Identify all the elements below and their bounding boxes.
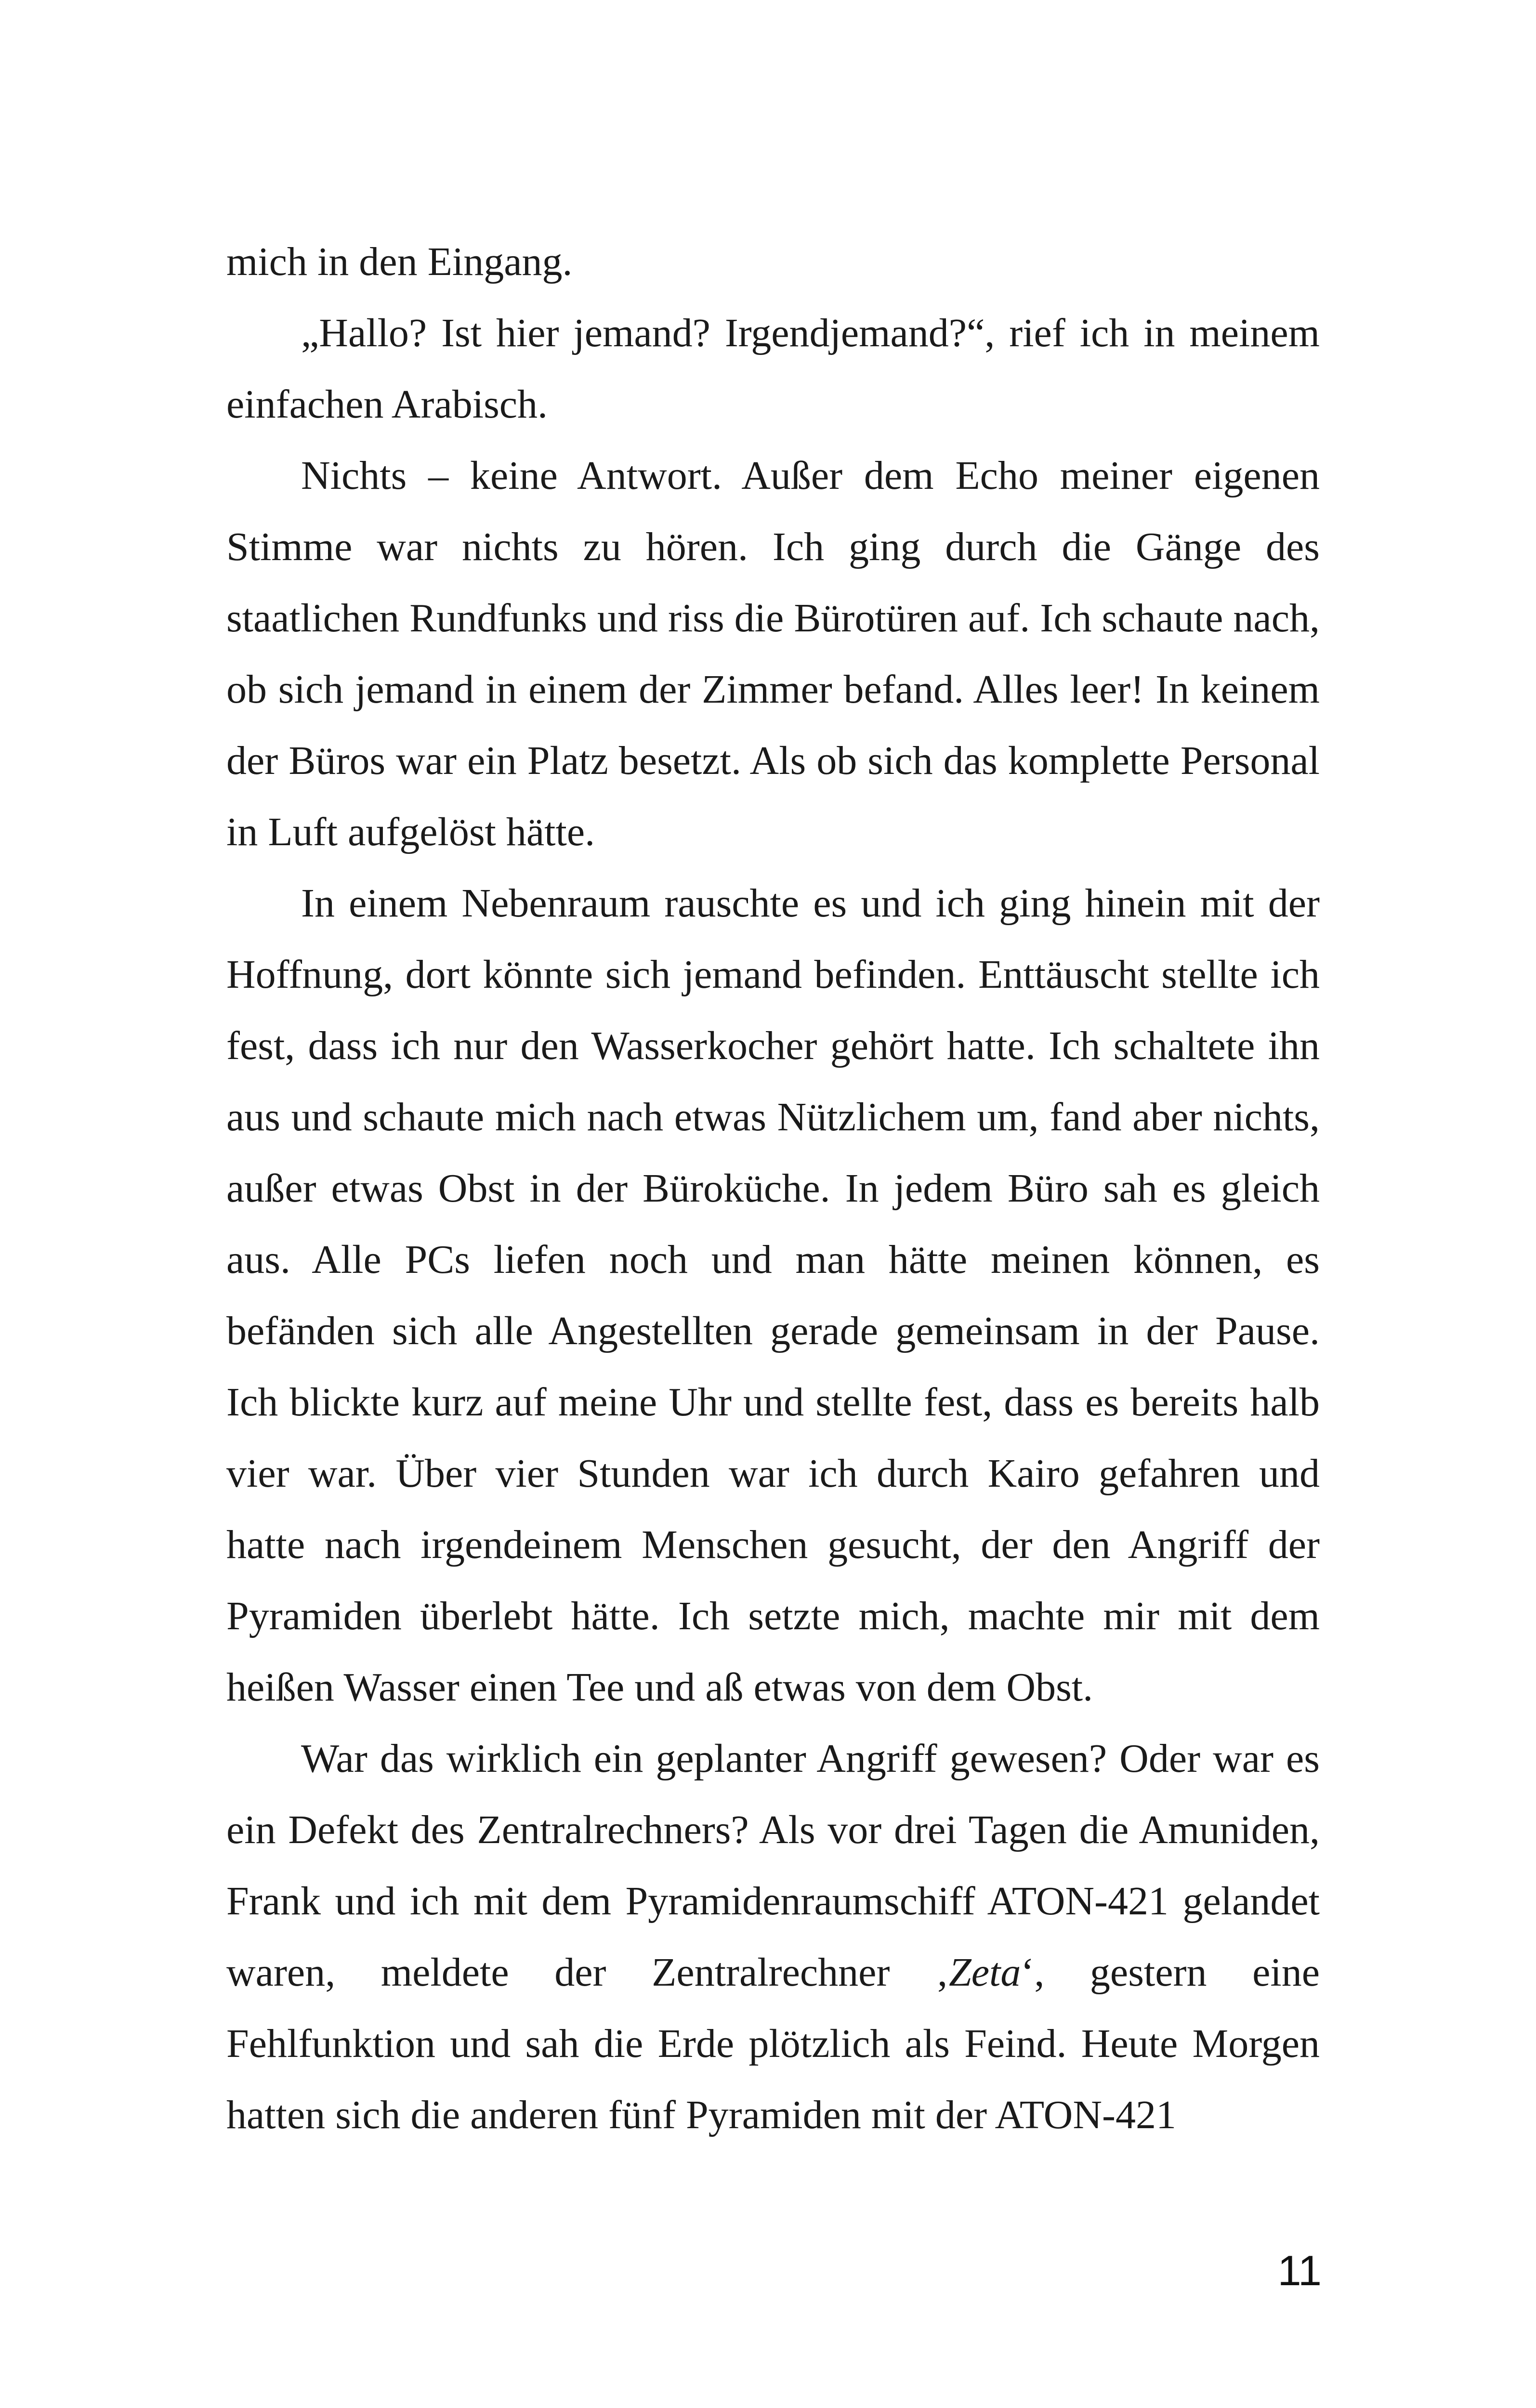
paragraph-4: In einem Nebenraum rauschte es und ich ging hinein mit der Hoffnung, dort könnte sich jemand befinden. Enttäuscht stellte ich fest, dass ich nur den Wasserkocher gehört hatte. Ich schaltete ihn aus und schaute mich nach etwas Nützlichem um, fand aber nichts, außer etwas Obst in der Büroküche. In jedem Büro sah es gleich aus. Alle PCs liefen noch und man hätte meinen können, es befänden sich alle Angestellten gerade gemeinsam in der Pause. Ich blickte kurz auf meine Uhr und stellte fest, dass es bereits halb vier war. Über vier Stunden war ich durch Kairo gefahren und hatte nach irgendeinem Menschen gesucht, der den Angriff der Pyramiden überlebt hätte. Ich setzte mich, machte mir mit dem heißen Wasser einen Tee und aß etwas von dem Obst. — [226, 881, 1320, 1710]
paragraph-2: „Hallo? Ist hier jemand? Irgendjemand?“, rief ich in meinem einfachen Arabisch. — [226, 311, 1320, 427]
paragraph-5-italic-computer-name: Zeta — [949, 1950, 1021, 1995]
paragraph-5-text-before-italic: War das wirklich ein geplanter Angriff gewesen? Oder war es ein Defekt des Zentralrechners? Als vor drei Tagen die Amuniden, Frank und ich mit dem Pyramidenraumschiff ATON-421 gelandet waren, meldete der Zentralrechner ‚ — [226, 1736, 1320, 1995]
paragraph-5 — [226, 1723, 1320, 2151]
paragraph-1: mich in den Eingang. — [226, 239, 573, 284]
page-number: 11 — [1277, 2247, 1322, 2294]
paragraph-3: Nichts – keine Antwort. Außer dem Echo meiner eigenen Stimme war nichts zu hören. Ich ging durch die Gänge des staatlichen Rundfunks und riss die Bürotüren auf. Ich schaute nach, ob sich jemand in einem der Zimmer befand. Alles leer! In keinem der Büros war ein Platz besetzt. Als ob sich das komplette Personal in Luft aufgelöst hätte. — [226, 453, 1320, 854]
book-page-text — [226, 226, 1320, 2151]
paragraph-5-text-after-italic: ‘, gestern eine Fehlfunktion und sah die Erde plötzlich als Feind. Heute Morgen hatten sich die anderen fünf Pyramiden mit der ATON-421 — [226, 1950, 1320, 2137]
